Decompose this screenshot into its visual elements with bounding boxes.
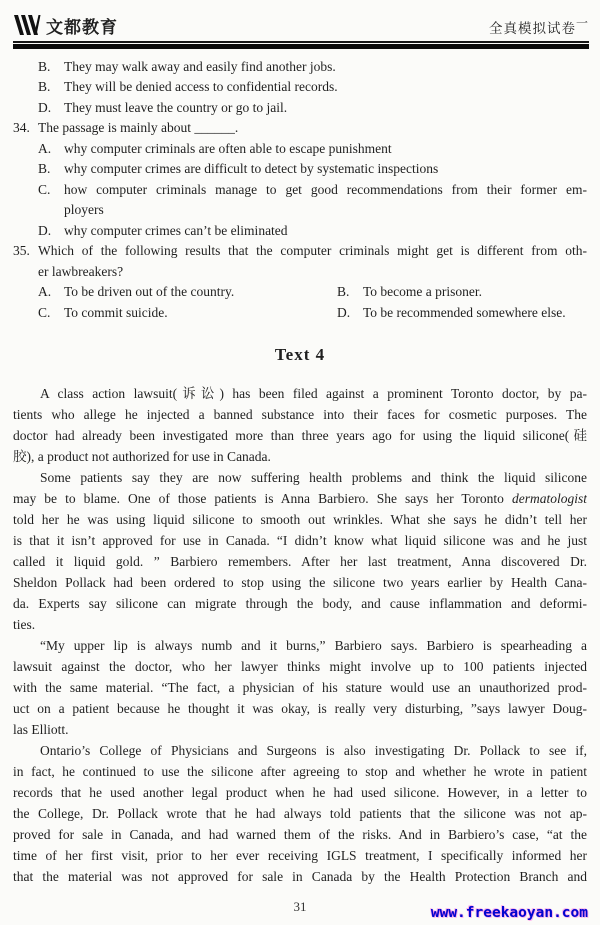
questions-section bbox=[13, 57, 587, 324]
text: ployers bbox=[64, 202, 104, 217]
passage-line bbox=[13, 467, 587, 488]
option-letter: C. bbox=[38, 304, 51, 320]
passage-line bbox=[13, 782, 587, 803]
option-line bbox=[13, 77, 587, 98]
text: To become a prisoner. bbox=[363, 284, 483, 299]
paper-title bbox=[489, 14, 589, 37]
paper-number: 一 bbox=[575, 15, 589, 30]
text: They must leave the country or go to jail. bbox=[64, 99, 288, 115]
text: Which of the following results that the computer criminals might get is different from oth- bbox=[38, 243, 587, 258]
text: They will be denied access to confidential records. bbox=[64, 79, 338, 94]
option-letter: D. bbox=[38, 222, 52, 238]
passage-line bbox=[13, 551, 587, 572]
text: told her he was using liquid silicone to smooth out wrinkles. What she says he didn’t tell her bbox=[13, 512, 587, 527]
document-body bbox=[13, 57, 587, 888]
text: To be recommended somewhere else. bbox=[363, 304, 566, 320]
option-letter: D. bbox=[38, 99, 52, 115]
option-line bbox=[13, 57, 587, 78]
brand-name: 文都教育 bbox=[46, 17, 118, 37]
text: why computer crimes are difficult to detect by systematic inspections bbox=[64, 161, 439, 176]
text: They may walk away and easily find another jobs. bbox=[64, 58, 336, 74]
option-letter: B. bbox=[38, 161, 51, 176]
text: To be driven out of the country. bbox=[64, 284, 235, 299]
text: why computer criminals are often able to escape punishment bbox=[64, 140, 392, 156]
passage-line bbox=[13, 425, 587, 446]
passage-line bbox=[13, 404, 587, 425]
option-letter: C. bbox=[38, 181, 51, 197]
passage-line bbox=[13, 740, 587, 761]
passage-line bbox=[13, 383, 587, 404]
continuation-line bbox=[13, 200, 587, 221]
text: uct on a patient because he thought it was okay, is really very disturbing, ”says lawyer Doug- bbox=[13, 701, 587, 716]
passage-line bbox=[13, 488, 587, 509]
text: doctor had already been investigated more than three years ago for using the liquid silicone(硅 bbox=[13, 428, 587, 443]
text: that the material was not approved for sale in Canada by the Health Protection Branch and bbox=[13, 869, 587, 884]
option-letter: B. bbox=[38, 79, 51, 94]
passage-line bbox=[13, 635, 587, 656]
paragraph bbox=[13, 635, 587, 740]
option-letter: A. bbox=[38, 140, 52, 156]
text: Ontario’s College of Physicians and Surgeons is also investigating Dr. Pollack to see if, bbox=[40, 743, 587, 758]
text: ties. bbox=[13, 617, 36, 632]
option-letter: D. bbox=[337, 304, 351, 320]
passage-line bbox=[13, 803, 587, 824]
text: To commit suicide. bbox=[64, 304, 168, 320]
option-line bbox=[13, 221, 587, 242]
passage-line bbox=[13, 530, 587, 551]
paragraph bbox=[13, 740, 587, 887]
question-line bbox=[13, 118, 587, 139]
paper-title-text: 全真模拟试卷 bbox=[488, 20, 576, 36]
passage-line bbox=[13, 677, 587, 698]
passage-line bbox=[13, 845, 587, 866]
text: Sheldon Pollack had been ordered to stop using the silicone two years earlier by Health Cana- bbox=[13, 575, 587, 590]
passage-line bbox=[13, 572, 587, 593]
text: why computer crimes can’t be eliminated bbox=[64, 222, 288, 238]
text: the College, Dr. Pollack wrote that he had always told patients that the silicone was not ap- bbox=[13, 806, 587, 821]
passage-line bbox=[13, 656, 587, 677]
text: A class action lawsuit(诉讼) has been filed against a prominent Toronto doctor, by pa- bbox=[40, 386, 587, 401]
passage-line bbox=[13, 593, 587, 614]
watermark-url: www.freekaoyan.com bbox=[430, 905, 588, 921]
question-number: 35. bbox=[13, 243, 30, 258]
text: may be to blame. One of those patients is Anna Barbiero. She says her Toronto bbox=[13, 491, 512, 506]
option-line bbox=[13, 159, 587, 180]
text: er lawbreakers? bbox=[38, 263, 124, 279]
option-letter: B. bbox=[38, 58, 51, 74]
text: how computer criminals manage to get good recommendations from their former em- bbox=[64, 181, 587, 197]
text: The passage is mainly about ______. bbox=[38, 120, 239, 135]
option-letter: B. bbox=[337, 284, 350, 299]
option-row bbox=[13, 282, 587, 303]
passage-line bbox=[13, 824, 587, 845]
text: “My upper lip is always numb and it burns,” Barbiero says. Barbiero is spearheading a bbox=[40, 638, 587, 653]
option-row bbox=[13, 303, 587, 324]
page-header bbox=[0, 0, 600, 49]
text: time of her first visit, prior to her ever receiving IGLS treatment, I specifically informed her bbox=[13, 848, 587, 863]
text: 胶), a product not authorized for use in Canada. bbox=[13, 449, 271, 464]
passage-line bbox=[13, 866, 587, 887]
text: records that he used another legal product when he had used silicone. However, in a letter to bbox=[13, 785, 587, 800]
passage-line bbox=[13, 614, 587, 635]
passage-line bbox=[13, 761, 587, 782]
text: is that it isn’t approved for use in Canada. “I didn’t know what liquid silicone was and he just bbox=[13, 533, 587, 548]
header-rule-thick bbox=[13, 44, 589, 49]
page-number: 31 bbox=[293, 899, 307, 914]
header-rule-thin bbox=[13, 41, 589, 43]
section-heading: Text 4 bbox=[274, 345, 326, 364]
text: da. Experts say silicone can migrate through the body, and cause inflammation and deformi- bbox=[13, 596, 587, 611]
option-line bbox=[13, 139, 587, 160]
text: called it liquid gold. ” Barbiero remembers. After her last treatment, Anna discovered Dr. bbox=[13, 554, 587, 569]
passage-section bbox=[13, 383, 587, 887]
question-line bbox=[13, 241, 587, 262]
text: proved for sale in Canada, and had warned them of the risks. And in Barbiero’s case, “at the bbox=[13, 827, 587, 842]
passage-line bbox=[13, 719, 587, 740]
text: in fact, he continued to use the silicone after agreeing to stop and whether he wrote in patient bbox=[13, 764, 587, 779]
brand-logo bbox=[13, 13, 118, 38]
option bbox=[337, 282, 482, 303]
option-letter: A. bbox=[38, 284, 52, 299]
passage-line bbox=[13, 698, 587, 719]
text: with the same material. “The fact, a physician of his stature would use an unauthorized prod- bbox=[13, 680, 587, 695]
italic-text: dermatologist bbox=[511, 491, 587, 506]
option bbox=[38, 284, 234, 299]
option-line bbox=[13, 98, 587, 119]
option bbox=[337, 303, 566, 324]
option-line bbox=[13, 180, 587, 201]
passage-line bbox=[13, 446, 587, 467]
text: lawsuit against the doctor, who her lawyer thinks might involve up to 100 patients injected bbox=[13, 659, 587, 674]
paragraph bbox=[13, 383, 587, 467]
text: tients who allege he injected a banned substance into their faces for cosmetic purposes. The bbox=[13, 407, 587, 422]
paragraph bbox=[13, 467, 587, 635]
wendu-w-logo-icon bbox=[13, 15, 41, 35]
text: las Elliott. bbox=[13, 722, 69, 737]
option bbox=[38, 305, 168, 320]
passage-line bbox=[13, 509, 587, 530]
text: Some patients say they are now suffering health problems and think the liquid silicone bbox=[40, 470, 587, 485]
question-number: 34. bbox=[13, 120, 30, 135]
continuation-line bbox=[13, 262, 587, 283]
